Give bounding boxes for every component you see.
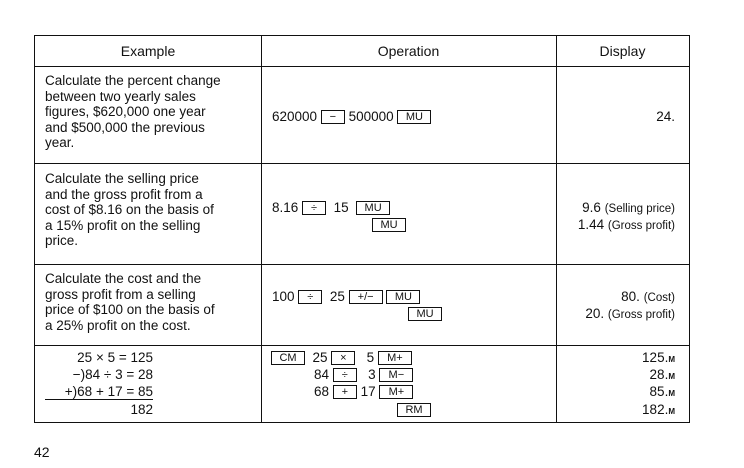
m-plus-key: M+ — [378, 351, 412, 365]
row3-operation-line2 — [408, 306, 442, 321]
row4-operation-line4 — [397, 402, 431, 417]
mu-key: MU — [408, 307, 442, 321]
row2-example: Calculate the selling price and the gross profit from a cost of $8.16 on the basis of a 15% profit on the selling price. — [45, 171, 214, 249]
row4-operation-line1: CM 25 × 5 M+ — [271, 350, 412, 365]
page-number: 42 — [34, 444, 50, 460]
row1-operation: 620000 − 500000 MU — [272, 109, 431, 124]
example-table — [34, 35, 690, 423]
row-divider — [35, 66, 689, 67]
row4-operation-line2: 84 ÷ 3 M− — [314, 367, 413, 382]
sign-change-key: +/− — [349, 290, 383, 304]
row4-calc-line2: −)84 ÷ 3 = 28 — [72, 367, 153, 382]
row-divider — [35, 345, 689, 346]
header-operation: Operation — [377, 43, 440, 59]
mu-key: MU — [397, 110, 431, 124]
row4-display-line2: 28.M — [649, 367, 675, 382]
row4-display-line4: 182.M — [642, 402, 675, 417]
header-example: Example — [120, 43, 176, 59]
plus-key: + — [333, 385, 357, 399]
m-plus-key: M+ — [379, 385, 413, 399]
row2-operation: 8.16 ÷ 15 MU — [272, 200, 390, 215]
divide-key: ÷ — [302, 201, 326, 215]
minus-key: − — [321, 110, 345, 124]
column-divider — [261, 36, 262, 422]
row4-display-line1: 125.M — [642, 350, 675, 365]
row2-display-line1: 9.6 (Selling price) — [582, 200, 675, 215]
row4-display-line3: 85.M — [649, 384, 675, 399]
header-display: Display — [599, 43, 646, 59]
rm-key: RM — [397, 403, 431, 417]
row4-operation-line3: 68 + 17 M+ — [314, 384, 413, 399]
divide-key: ÷ — [333, 368, 357, 382]
divide-key: ÷ — [298, 290, 322, 304]
row3-display-line1: 80. (Cost) — [621, 289, 675, 304]
row4-calc-line3: +)68 + 17 = 85 — [45, 384, 153, 400]
row-divider — [35, 163, 689, 164]
row3-display-line2: 20. (Gross profit) — [585, 306, 675, 321]
cm-key: CM — [271, 351, 305, 365]
row-divider — [35, 264, 689, 265]
mu-key: MU — [386, 290, 420, 304]
row2-operation-line2 — [372, 217, 406, 232]
row3-example: Calculate the cost and the gross profit from a selling price of $100 on the basis of a 25% profit on the cost. — [45, 271, 215, 333]
row3-operation: 100 ÷ 25 +/− MU — [272, 289, 420, 304]
row2-display-line2: 1.44 (Gross profit) — [577, 217, 675, 232]
m-minus-key: M− — [379, 368, 413, 382]
column-divider — [556, 36, 557, 422]
multiply-key: × — [331, 351, 355, 365]
mu-key: MU — [356, 201, 390, 215]
row4-calc-total: 182 — [130, 402, 153, 417]
mu-key: MU — [372, 218, 406, 232]
row4-calc-line1: 25 × 5 = 125 — [77, 350, 153, 365]
row1-example: Calculate the percent change between two yearly sales figures, $620,000 one year and $500,000 the previous year. — [45, 73, 221, 151]
row1-display: 24. — [656, 109, 675, 124]
